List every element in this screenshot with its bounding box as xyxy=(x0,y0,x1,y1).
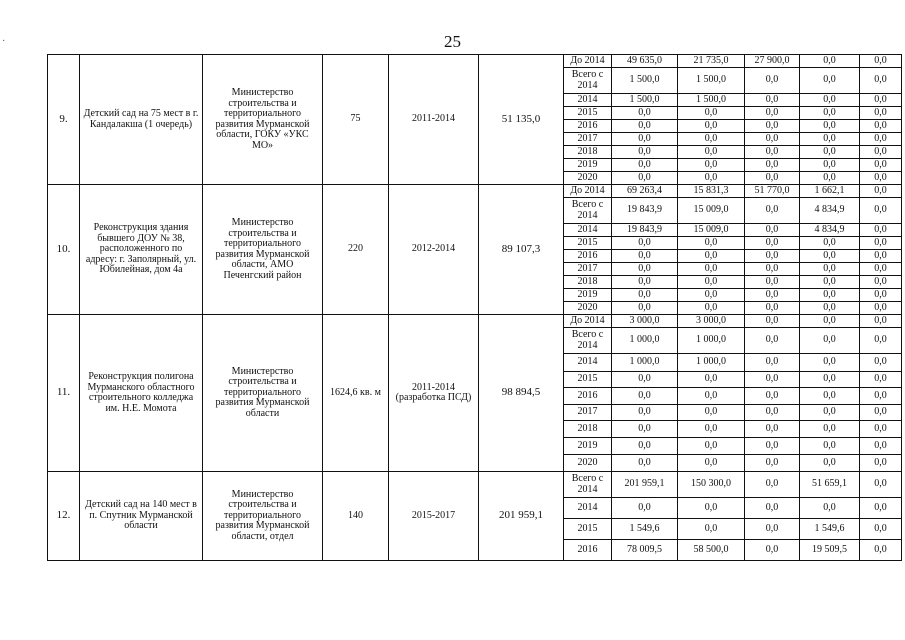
amount-cell: 0,0 xyxy=(745,354,800,372)
amount-cell: 0,0 xyxy=(745,224,800,237)
year-label: Всего с 2014 xyxy=(564,198,612,224)
amount-cell: 0,0 xyxy=(745,172,800,185)
amount-cell: 0,0 xyxy=(860,540,902,561)
responsible-org: Министерство строительства и территориального развития Мурманской области, ГОКУ «УКС МО» xyxy=(203,55,323,185)
amount-cell: 0,0 xyxy=(800,68,860,94)
amount-cell: 0,0 xyxy=(860,120,902,133)
year-label: 2020 xyxy=(564,302,612,315)
year-label: 2016 xyxy=(564,120,612,133)
amount-cell: 0,0 xyxy=(612,421,678,438)
amount-cell: 0,0 xyxy=(800,421,860,438)
amount-cell: 0,0 xyxy=(745,237,800,250)
amount-cell: 0,0 xyxy=(745,455,800,472)
year-label: 2015 xyxy=(564,372,612,388)
amount-cell: 0,0 xyxy=(745,289,800,302)
year-label: 2019 xyxy=(564,159,612,172)
amount-cell: 0,0 xyxy=(800,438,860,455)
year-label: 2016 xyxy=(564,250,612,263)
amount-cell: 0,0 xyxy=(612,146,678,159)
row-number: 12. xyxy=(48,472,80,561)
responsible-org: Министерство строительства и территориального развития Мурманской области, АМО Печенгский район xyxy=(203,185,323,315)
year-label: 2017 xyxy=(564,263,612,276)
amount-cell: 0,0 xyxy=(800,315,860,328)
year-label: 2015 xyxy=(564,107,612,120)
amount-cell: 0,0 xyxy=(745,438,800,455)
capacity: 75 xyxy=(323,55,389,185)
amount-cell: 0,0 xyxy=(745,159,800,172)
amount-cell: 0,0 xyxy=(800,172,860,185)
amount-cell: 0,0 xyxy=(612,263,678,276)
year-label: 2015 xyxy=(564,519,612,540)
amount-cell: 0,0 xyxy=(612,172,678,185)
amount-cell: 1 000,0 xyxy=(612,328,678,354)
year-label: 2018 xyxy=(564,276,612,289)
amount-cell: 0,0 xyxy=(678,438,745,455)
construction-period: 2012-2014 xyxy=(389,185,479,315)
amount-cell: 0,0 xyxy=(678,372,745,388)
capacity: 140 xyxy=(323,472,389,561)
row-number: 11. xyxy=(48,315,80,472)
year-label: 2017 xyxy=(564,133,612,146)
amount-cell: 1 500,0 xyxy=(678,94,745,107)
row-number: 9. xyxy=(48,55,80,185)
amount-cell: 0,0 xyxy=(745,133,800,146)
amount-cell: 0,0 xyxy=(745,276,800,289)
amount-cell: 0,0 xyxy=(860,172,902,185)
amount-cell: 0,0 xyxy=(860,388,902,405)
amount-cell: 0,0 xyxy=(612,250,678,263)
amount-cell: 0,0 xyxy=(860,372,902,388)
amount-cell: 0,0 xyxy=(860,405,902,421)
amount-cell: 0,0 xyxy=(678,289,745,302)
amount-cell: 0,0 xyxy=(860,107,902,120)
amount-cell: 0,0 xyxy=(860,438,902,455)
responsible-org: Министерство строительства и территориального развития Мурманской области, отдел xyxy=(203,472,323,561)
amount-cell: 1 500,0 xyxy=(612,68,678,94)
amount-cell: 0,0 xyxy=(800,133,860,146)
amount-cell: 0,0 xyxy=(800,107,860,120)
amount-cell: 0,0 xyxy=(745,250,800,263)
capacity: 1624,6 кв. м xyxy=(323,315,389,472)
amount-cell: 15 009,0 xyxy=(678,224,745,237)
amount-cell: 0,0 xyxy=(745,372,800,388)
amount-cell: 0,0 xyxy=(745,421,800,438)
amount-cell: 0,0 xyxy=(860,185,902,198)
amount-cell: 0,0 xyxy=(678,159,745,172)
amount-cell: 0,0 xyxy=(612,276,678,289)
amount-cell: 0,0 xyxy=(860,94,902,107)
amount-cell: 0,0 xyxy=(860,224,902,237)
amount-cell: 4 834,9 xyxy=(800,198,860,224)
amount-cell: 0,0 xyxy=(800,159,860,172)
amount-cell: 0,0 xyxy=(612,159,678,172)
amount-cell: 0,0 xyxy=(612,498,678,519)
amount-cell: 0,0 xyxy=(678,172,745,185)
amount-cell: 0,0 xyxy=(800,328,860,354)
amount-cell: 0,0 xyxy=(612,133,678,146)
year-label: 2019 xyxy=(564,289,612,302)
estimated-cost: 98 894,5 xyxy=(479,315,564,472)
investment-table xyxy=(47,54,902,561)
amount-cell: 0,0 xyxy=(800,455,860,472)
page-number: 25 xyxy=(444,32,461,51)
amount-cell: 0,0 xyxy=(800,302,860,315)
capacity: 220 xyxy=(323,185,389,315)
amount-cell: 1 000,0 xyxy=(678,328,745,354)
amount-cell: 0,0 xyxy=(800,405,860,421)
year-label: 2014 xyxy=(564,224,612,237)
amount-cell: 0,0 xyxy=(678,276,745,289)
amount-cell: 0,0 xyxy=(800,498,860,519)
amount-cell: 0,0 xyxy=(860,498,902,519)
amount-cell: 0,0 xyxy=(678,120,745,133)
amount-cell: 0,0 xyxy=(678,107,745,120)
year-label: 2016 xyxy=(564,388,612,405)
year-label: До 2014 xyxy=(564,55,612,68)
amount-cell: 0,0 xyxy=(860,421,902,438)
amount-cell: 0,0 xyxy=(612,237,678,250)
amount-cell: 0,0 xyxy=(800,237,860,250)
table-row xyxy=(48,315,902,328)
object-name: Детский сад на 140 мест в п. Спутник Мурманской области xyxy=(80,472,203,561)
amount-cell: 3 000,0 xyxy=(612,315,678,328)
amount-cell: 0,0 xyxy=(860,133,902,146)
amount-cell: 0,0 xyxy=(678,519,745,540)
amount-cell: 0,0 xyxy=(612,289,678,302)
amount-cell: 4 834,9 xyxy=(800,224,860,237)
amount-cell: 0,0 xyxy=(745,540,800,561)
amount-cell: 0,0 xyxy=(860,250,902,263)
amount-cell: 0,0 xyxy=(860,68,902,94)
table-row xyxy=(48,185,902,198)
year-label: Всего с 2014 xyxy=(564,328,612,354)
year-label: 2020 xyxy=(564,172,612,185)
year-label: 2018 xyxy=(564,146,612,159)
amount-cell: 0,0 xyxy=(612,107,678,120)
amount-cell: 78 009,5 xyxy=(612,540,678,561)
estimated-cost: 201 959,1 xyxy=(479,472,564,561)
amount-cell: 0,0 xyxy=(612,302,678,315)
amount-cell: 0,0 xyxy=(745,198,800,224)
margin-mark: · xyxy=(2,36,6,47)
amount-cell: 0,0 xyxy=(860,276,902,289)
year-label: До 2014 xyxy=(564,315,612,328)
amount-cell: 0,0 xyxy=(745,120,800,133)
amount-cell: 0,0 xyxy=(745,107,800,120)
year-label: До 2014 xyxy=(564,185,612,198)
amount-cell: 0,0 xyxy=(745,519,800,540)
amount-cell: 201 959,1 xyxy=(612,472,678,498)
amount-cell: 0,0 xyxy=(745,405,800,421)
object-name: Реконструкция полигона Мурманского областного строительного колледжа им. Н.Е. Момота xyxy=(80,315,203,472)
year-label: Всего с 2014 xyxy=(564,472,612,498)
amount-cell: 0,0 xyxy=(860,302,902,315)
amount-cell: 0,0 xyxy=(678,237,745,250)
amount-cell: 0,0 xyxy=(678,455,745,472)
amount-cell: 0,0 xyxy=(745,263,800,276)
amount-cell: 49 635,0 xyxy=(612,55,678,68)
year-label: 2017 xyxy=(564,405,612,421)
amount-cell: 0,0 xyxy=(860,472,902,498)
amount-cell: 0,0 xyxy=(678,388,745,405)
amount-cell: 0,0 xyxy=(745,146,800,159)
amount-cell: 1 000,0 xyxy=(678,354,745,372)
amount-cell: 0,0 xyxy=(860,159,902,172)
amount-cell: 19 843,9 xyxy=(612,224,678,237)
amount-cell: 0,0 xyxy=(612,438,678,455)
amount-cell: 21 735,0 xyxy=(678,55,745,68)
table-body xyxy=(48,55,902,561)
amount-cell: 0,0 xyxy=(612,120,678,133)
amount-cell: 0,0 xyxy=(745,315,800,328)
amount-cell: 0,0 xyxy=(678,250,745,263)
amount-cell: 1 500,0 xyxy=(678,68,745,94)
amount-cell: 58 500,0 xyxy=(678,540,745,561)
amount-cell: 0,0 xyxy=(678,498,745,519)
amount-cell: 0,0 xyxy=(612,455,678,472)
amount-cell: 0,0 xyxy=(800,55,860,68)
amount-cell: 0,0 xyxy=(678,421,745,438)
amount-cell: 0,0 xyxy=(800,250,860,263)
year-label: Всего с 2014 xyxy=(564,68,612,94)
amount-cell: 51 770,0 xyxy=(745,185,800,198)
year-label: 2015 xyxy=(564,237,612,250)
amount-cell: 0,0 xyxy=(860,237,902,250)
amount-cell: 0,0 xyxy=(800,146,860,159)
amount-cell: 0,0 xyxy=(800,94,860,107)
object-name: Детский сад на 75 мест в г. Кандалакша (1 очередь) xyxy=(80,55,203,185)
amount-cell: 27 900,0 xyxy=(745,55,800,68)
amount-cell: 0,0 xyxy=(612,405,678,421)
amount-cell: 15 831,3 xyxy=(678,185,745,198)
year-label: 2014 xyxy=(564,498,612,519)
year-label: 2014 xyxy=(564,94,612,107)
amount-cell: 0,0 xyxy=(860,455,902,472)
table-row xyxy=(48,55,902,68)
amount-cell: 0,0 xyxy=(678,302,745,315)
amount-cell: 1 662,1 xyxy=(800,185,860,198)
amount-cell: 0,0 xyxy=(612,372,678,388)
amount-cell: 0,0 xyxy=(800,372,860,388)
amount-cell: 0,0 xyxy=(860,289,902,302)
amount-cell: 1 500,0 xyxy=(612,94,678,107)
construction-period: 2011-2014 xyxy=(389,55,479,185)
year-label: 2014 xyxy=(564,354,612,372)
construction-period: 2011-2014 (разработка ПСД) xyxy=(389,315,479,472)
amount-cell: 51 659,1 xyxy=(800,472,860,498)
amount-cell: 69 263,4 xyxy=(612,185,678,198)
amount-cell: 0,0 xyxy=(745,68,800,94)
amount-cell: 0,0 xyxy=(745,498,800,519)
amount-cell: 0,0 xyxy=(612,388,678,405)
amount-cell: 0,0 xyxy=(745,472,800,498)
amount-cell: 0,0 xyxy=(678,263,745,276)
amount-cell: 0,0 xyxy=(800,276,860,289)
row-number: 10. xyxy=(48,185,80,315)
amount-cell: 19 509,5 xyxy=(800,540,860,561)
amount-cell: 1 549,6 xyxy=(612,519,678,540)
object-name: Реконструкция здания бывшего ДОУ № 38, расположенного по адресу: г. Заполярный, ул. Юбилейная, дом 4а xyxy=(80,185,203,315)
amount-cell: 0,0 xyxy=(678,405,745,421)
amount-cell: 0,0 xyxy=(860,328,902,354)
amount-cell: 15 009,0 xyxy=(678,198,745,224)
estimated-cost: 51 135,0 xyxy=(479,55,564,185)
year-label: 2018 xyxy=(564,421,612,438)
amount-cell: 0,0 xyxy=(745,302,800,315)
amount-cell: 0,0 xyxy=(745,388,800,405)
amount-cell: 0,0 xyxy=(860,198,902,224)
amount-cell: 0,0 xyxy=(860,354,902,372)
table-row xyxy=(48,472,902,498)
amount-cell: 0,0 xyxy=(678,133,745,146)
amount-cell: 0,0 xyxy=(860,519,902,540)
amount-cell: 1 000,0 xyxy=(612,354,678,372)
construction-period: 2015-2017 xyxy=(389,472,479,561)
amount-cell: 0,0 xyxy=(860,146,902,159)
year-label: 2019 xyxy=(564,438,612,455)
amount-cell: 1 549,6 xyxy=(800,519,860,540)
amount-cell: 0,0 xyxy=(860,55,902,68)
amount-cell: 0,0 xyxy=(745,94,800,107)
amount-cell: 0,0 xyxy=(800,263,860,276)
amount-cell: 19 843,9 xyxy=(612,198,678,224)
year-label: 2016 xyxy=(564,540,612,561)
amount-cell: 0,0 xyxy=(800,388,860,405)
amount-cell: 0,0 xyxy=(678,146,745,159)
year-label: 2020 xyxy=(564,455,612,472)
amount-cell: 150 300,0 xyxy=(678,472,745,498)
amount-cell: 0,0 xyxy=(800,289,860,302)
amount-cell: 0,0 xyxy=(745,328,800,354)
responsible-org: Министерство строительства и территориального развития Мурманской области xyxy=(203,315,323,472)
estimated-cost: 89 107,3 xyxy=(479,185,564,315)
amount-cell: 0,0 xyxy=(800,354,860,372)
amount-cell: 0,0 xyxy=(860,263,902,276)
amount-cell: 0,0 xyxy=(800,120,860,133)
amount-cell: 0,0 xyxy=(860,315,902,328)
amount-cell: 3 000,0 xyxy=(678,315,745,328)
